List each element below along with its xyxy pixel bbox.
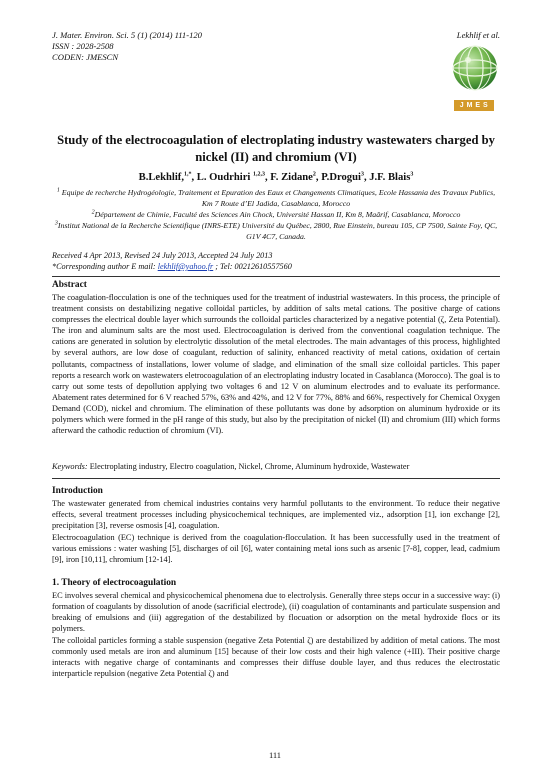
affiliation-text: Institut National de la Recherche Scientifique (INRS-ETE) Université du Québec, 2800, Rue Einstein, bureau 105, CP 7500, Sainte Foy, QC, G1V 4C7, Canada.	[57, 221, 498, 241]
section-1-paragraph-2: The colloidal particles forming a stable suspension (negative Zeta Potential ζ) are destabilized by addition of metal cations. The most commonly used metals are iron and aluminum [15] because of their low costs and their high valence (+III). Their positive charge interacts with negative charge of contaminants and compresses their diffuse double layer, and thus reduces the electrostatic interparticle repulsion (negative Zeta Potential ζ) and	[52, 636, 500, 679]
keywords-label: Keywords:	[52, 462, 88, 471]
telephone: ; Tel: 00212610557560	[213, 262, 292, 271]
page-number: 111	[268, 750, 282, 760]
section-1-paragraph-1: EC involves several chemical and physicochemical phenomena due to electrolysis. Generally three steps occur in a successive way: (i) formation of coagulants by dissolution of anode (sacrificial electrode), (ii) coagulation of contaminants and particulate suspension and breaking of emulsions and (iii) aggregation of the destabilized by flocuation or adsorption on the metal hydroxide flocs or its polymers.	[52, 591, 500, 634]
email-link[interactable]: lekhlif@yahoo.fr	[157, 262, 214, 271]
author-name: B.Lekhlif,	[138, 172, 184, 183]
logo-label: J M E S	[454, 100, 494, 111]
received-dates: Received 4 Apr 2013, Revised 24 July 2013, Accepted 24 July 2013	[52, 251, 273, 260]
corresponding-author	[52, 261, 292, 272]
affiliation-number: 2	[91, 209, 95, 216]
jmes-logo	[448, 40, 502, 108]
author-affil-mark: 1,2,3	[253, 171, 265, 178]
affiliation-2	[52, 210, 500, 221]
affiliation-1	[52, 188, 500, 209]
introduction-paragraph-2: Electrocoagulation (EC) technique is derived from the coagulation-flocculation. It has been successfully used in the treatment of various emissions : water washing [5], discharges of oil [6], water containing metal ions such as arsenic [7-8], copper, lead, cadmium [9], iron [10,11], chromium [12-14].	[52, 533, 500, 565]
affiliation-text: Equipe de recherche Hydrogéologie, Traitement et Epuration des Eaux et Changements Climatiques, Ecole Hassania des Travaux Publics, Km 7 Route d’El Jadida, Casablanca, Morocco	[59, 188, 496, 208]
keywords-list: Electroplating industry, Electro coagulation, Nickel, Chrome, Aluminum hydroxide, Wastewater	[87, 462, 410, 471]
divider-top	[52, 276, 500, 277]
journal-citation: J. Mater. Environ. Sci. 5 (1) (2014) 111-120	[52, 30, 202, 40]
author-list	[52, 172, 500, 183]
paper-title: Study of the electrocoagulation of electroplating industry wastewaters charged by nickel (II) and chromium (VI)	[57, 133, 495, 164]
author-affil-mark: 2	[312, 171, 316, 178]
abstract-heading: Abstract	[52, 280, 87, 290]
abstract-text: The coagulation-flocculation is one of the techniques used for the treatment of industrial wastewaters. In this process, the principle of treatment consists on destabilizing negative colloidal particles, by addition of salts metal cations. The positive charge of cations compresses the electrical double layer which surrounds the colloidal particles characterized by a negative potential (ζ, Zeta Potential). The iron and aluminum salts are the most used. Electrocoagulation is derived from the conventional coagulation technique. The cations are generated in solution by electrolytic dissolution of the metal electrodes. The main advantages of this process, highlighted by several authors, are low dose of coagulant, reduction of salinity, enhanced reactivity of metal cations, oxidation of certain pollutants, compactness of installations, lower volume of sladge, and elimination of the small size colloidal particles. This paper reports a research work on wastewaters eletrocoagulation of an electroplating industry located in Casablanca (Morocco). The goal is to carry out some tests of depollution applying two voltages 6 and 12 V on aluminum electrodes and to evaluate its performance. Abatement rates determined for 6 V reached 57%, 63% and 42%, and 12 V for 77%, 88% and 66%, respectively for Chemical Oxygen Demand (COD), nickel and chromium. The elimination of these pollutants was done by adsorption on aluminum hydroxide or its polymers which were formed in the pH range of this study, but also by the precipitation of nickel (II) and chromium (III) which forms afterward the cathodic reduction of chromium (VI).	[52, 293, 500, 436]
article-dates	[52, 250, 292, 272]
author-name: , L. Oudrhiri	[191, 172, 253, 183]
introduction-paragraph-1: The wastewater generated from chemical industries contains very harmful pollutants to the environment. To reduce their negative effects, several treatment processes including physicochemical techniques, are implemented viz., adsorption [1], ion exchange [2], precipitation [3], reverse osmosis [4], coagulation.	[52, 499, 500, 531]
coden: CODEN: JMESCN	[52, 52, 119, 62]
keywords	[52, 462, 500, 471]
author-name: , J.F. Blais	[363, 172, 411, 183]
author-affil-mark: 3	[360, 171, 364, 178]
journal-header	[52, 30, 202, 63]
affiliation-number: 3	[54, 220, 58, 227]
author-name: , P.Drogui	[315, 172, 361, 183]
section-1-heading: 1. Theory of electrocoagulation	[52, 578, 177, 588]
affiliation-3	[52, 221, 500, 242]
sphere-logo-icon	[448, 40, 502, 100]
issn: ISSN : 2028-2508	[52, 41, 114, 51]
author-name: , F. Zidane	[265, 172, 313, 183]
affiliation-text: Département de Chimie, Faculté des Sciences Ain Chock, Université Hassan II, Km 8, Maârif, Casablanca, Morocco	[94, 210, 461, 219]
introduction-heading: Introduction	[52, 486, 103, 496]
author-affil-mark: 1,*	[183, 171, 192, 178]
affiliation-number: 1	[56, 187, 60, 194]
divider-bottom	[52, 478, 500, 479]
author-affil-mark: 3	[410, 171, 414, 178]
correspondence-label: *Corresponding author E mail:	[52, 262, 158, 271]
running-authors: Lekhlif et al.	[456, 30, 500, 40]
